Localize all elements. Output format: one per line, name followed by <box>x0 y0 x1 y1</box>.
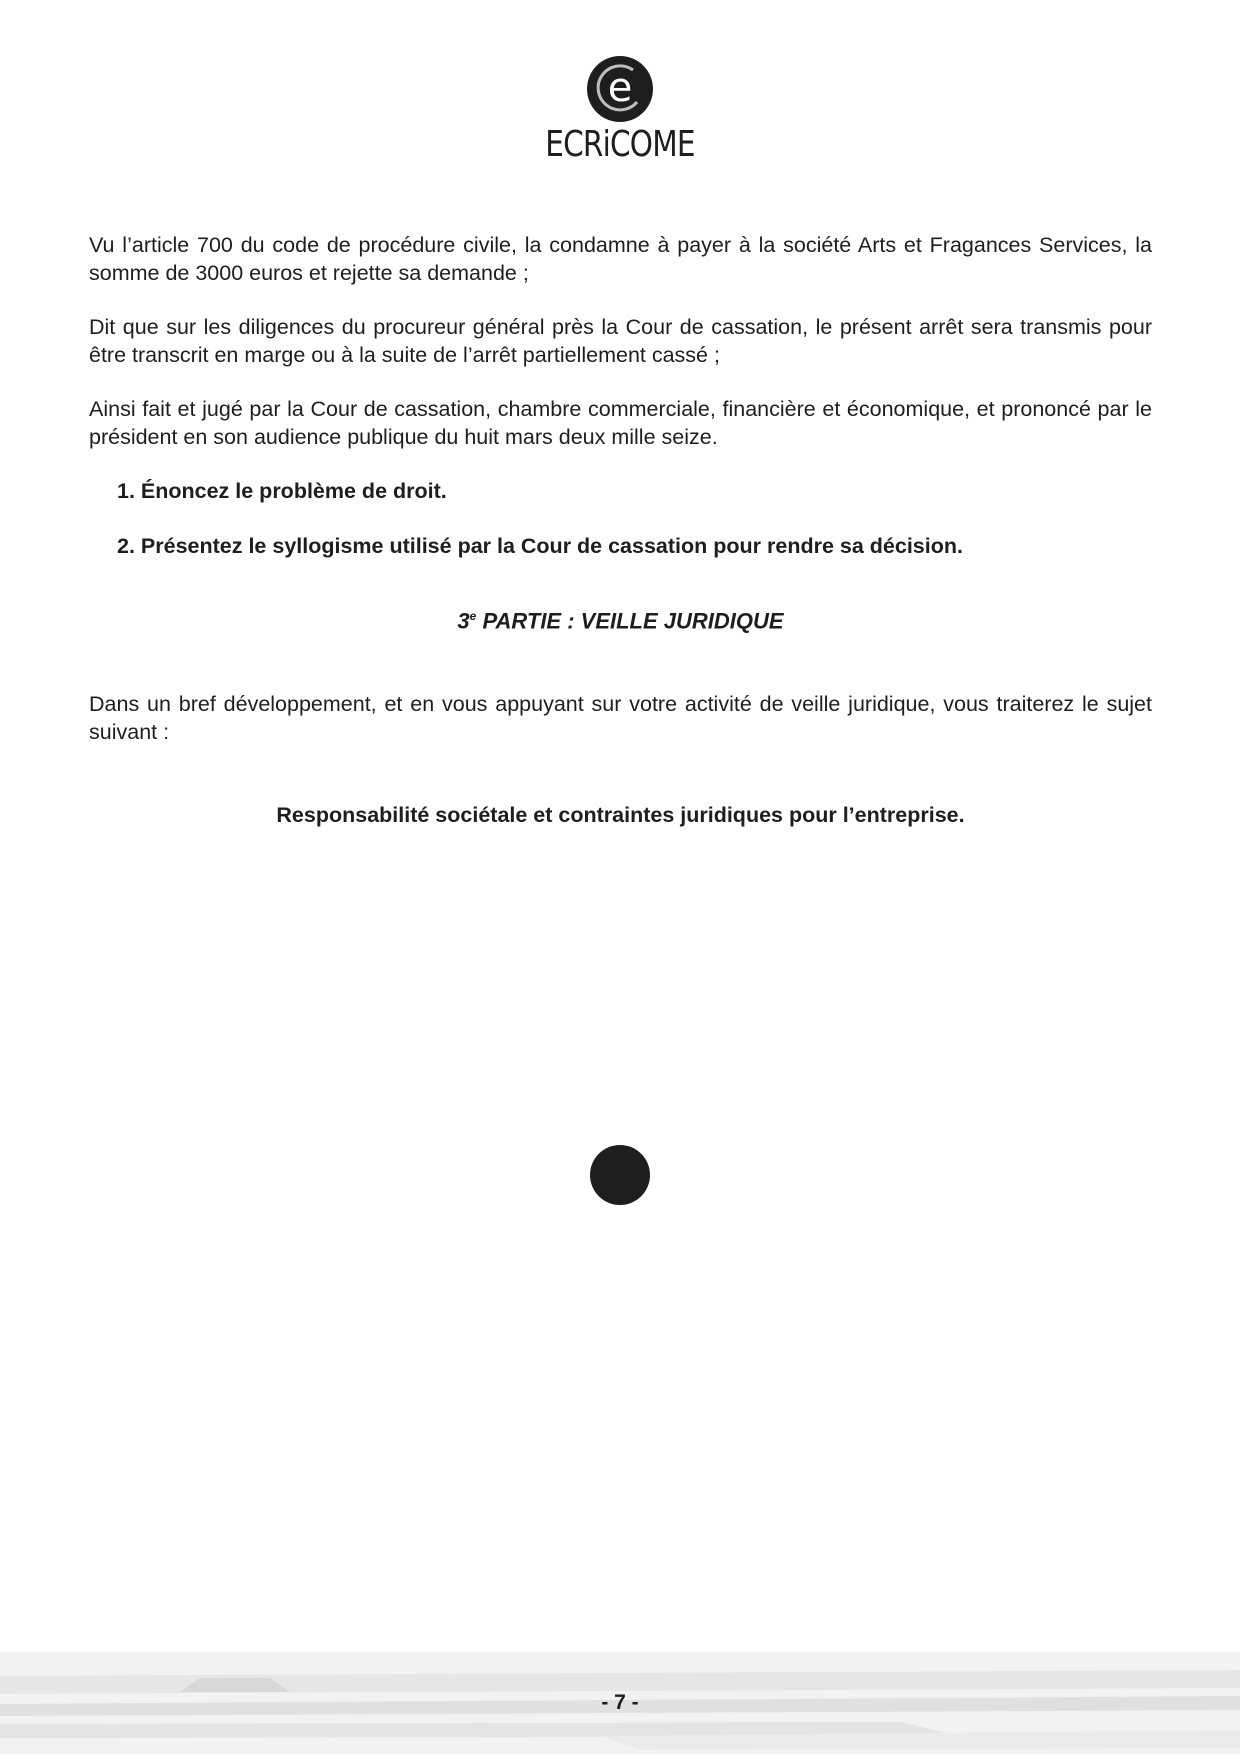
question-2: 2. Présentez le syllogisme utilisé par la Cour de cassation pour rendre sa décision. <box>117 533 963 558</box>
section-number: 3 <box>457 608 470 634</box>
paragraph-ainsi-fait: Ainsi fait et jugé par la Cour de cassation, chambre commerciale, financière et économique, et prononcé par le président en son audience publique du huit mars deux mille seize. <box>89 397 1152 449</box>
paragraph-diligences: Dit que sur les diligences du procureur général près la Cour de cassation, le présent arrêt sera transmis pour être transcrit en marge ou à la suite de l’arrêt partiellement cassé ; <box>89 315 1152 367</box>
logo-wordmark: ECRiCOME <box>545 124 695 165</box>
section-superscript: e <box>469 609 477 623</box>
section-title <box>89 602 1152 635</box>
ecricome-logo-mark <box>587 56 653 122</box>
black-dot-marker <box>590 1145 650 1205</box>
ecricome-logo <box>0 56 1240 165</box>
page-content <box>89 232 1152 829</box>
paragraph-article-700: Vu l’article 700 du code de procédure civile, la condamne à payer à la société Arts et Fragances Services, la somme de 3000 euros et rejette sa demande ; <box>89 233 1152 285</box>
page-number: - 7 - <box>601 1691 639 1714</box>
paragraph-instructions: Dans un bref développement, et en vous appuyant sur votre activité de veille juridique, vous traiterez le sujet suivant : <box>89 692 1152 744</box>
subject-title: Responsabilité sociétale et contraintes juridiques pour l’entreprise. <box>276 803 965 828</box>
logo-letter: e <box>607 65 633 111</box>
question-1: 1. Énoncez le problème de droit. <box>117 479 447 503</box>
section-title-text: PARTIE : VEILLE JURIDIQUE <box>476 608 784 634</box>
